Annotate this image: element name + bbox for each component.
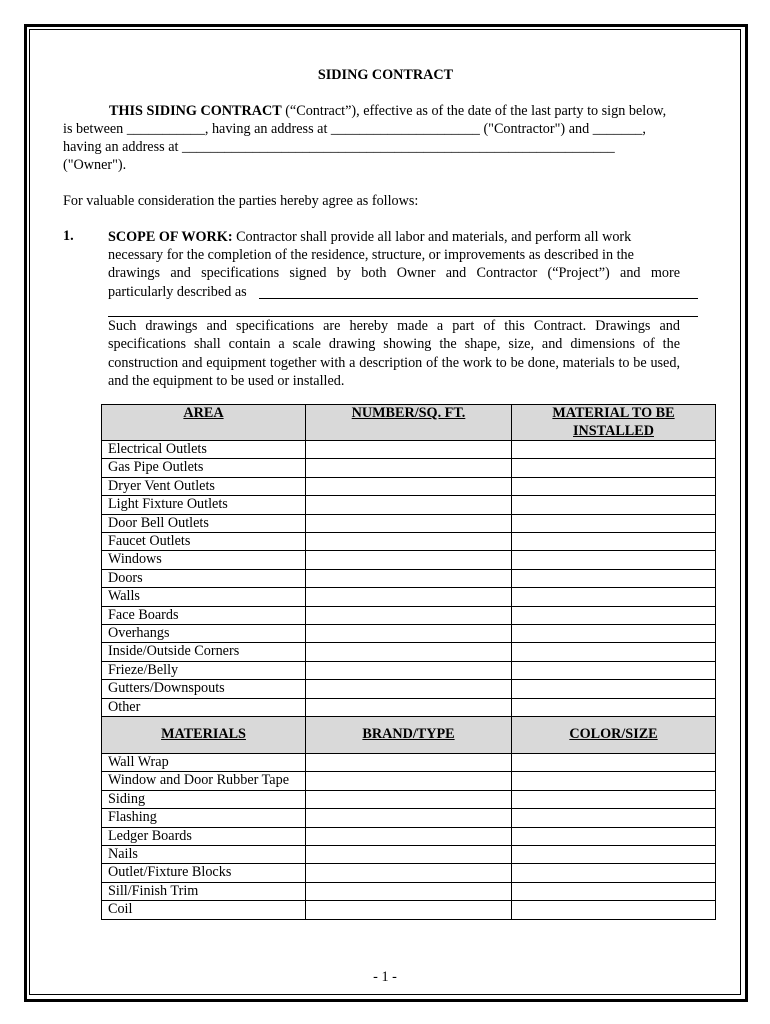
page-number: - 1 - xyxy=(373,969,397,985)
blank-entry-cell[interactable] xyxy=(306,514,512,532)
blank-entry-cell[interactable] xyxy=(306,588,512,606)
area-row-label: Other xyxy=(102,698,306,716)
table-row xyxy=(102,754,716,772)
blank-entry-cell[interactable] xyxy=(306,698,512,716)
table-row xyxy=(102,846,716,864)
blank-entry-cell[interactable] xyxy=(512,569,716,587)
materials-row-label: Flashing xyxy=(102,809,306,827)
area-header-row xyxy=(102,405,716,441)
area-row-label: Dryer Vent Outlets xyxy=(102,477,306,495)
area-row-label: Door Bell Outlets xyxy=(102,514,306,532)
description-blank-line-1[interactable] xyxy=(259,298,698,299)
blank-entry-cell[interactable] xyxy=(306,882,512,900)
table-row xyxy=(102,643,716,661)
blank-entry-cell[interactable] xyxy=(306,606,512,624)
area-row-label: Gas Pipe Outlets xyxy=(102,459,306,477)
blank-entry-cell[interactable] xyxy=(512,827,716,845)
area-row-label: Doors xyxy=(102,569,306,587)
blank-entry-cell[interactable] xyxy=(306,533,512,551)
blank-entry-cell[interactable] xyxy=(512,588,716,606)
blank-entry-cell[interactable] xyxy=(512,551,716,569)
table-row xyxy=(102,477,716,495)
area-row-label: Windows xyxy=(102,551,306,569)
area-row-label: Light Fixture Outlets xyxy=(102,496,306,514)
blank-entry-cell[interactable] xyxy=(306,459,512,477)
materials-row-label: Siding xyxy=(102,790,306,808)
table-row xyxy=(102,588,716,606)
blank-entry-cell[interactable] xyxy=(512,661,716,679)
blank-entry-cell[interactable] xyxy=(512,698,716,716)
blank-entry-cell[interactable] xyxy=(512,533,716,551)
blank-entry-cell[interactable] xyxy=(512,680,716,698)
blank-entry-cell[interactable] xyxy=(306,680,512,698)
blank-entry-cell[interactable] xyxy=(306,569,512,587)
table-row xyxy=(102,772,716,790)
consideration-text: For valuable consideration the parties hereby agree as follows: xyxy=(63,193,419,209)
table-row xyxy=(102,827,716,845)
materials-row-label: Sill/Finish Trim xyxy=(102,882,306,900)
section1-line-1-text: Contractor shall provide all labor and materials, and perform all work xyxy=(232,229,632,245)
intro-line-2: is between ___________, having an address at _____________________ ("Contractor") and _______, xyxy=(63,121,646,137)
blank-entry-cell[interactable] xyxy=(512,846,716,864)
document-title: SIDING CONTRACT xyxy=(317,67,454,83)
section1-line-1 xyxy=(108,228,680,246)
materials-table xyxy=(101,716,716,920)
blank-entry-cell[interactable] xyxy=(512,790,716,808)
blank-entry-cell[interactable] xyxy=(512,477,716,495)
table-row xyxy=(102,882,716,900)
area-row-label: Gutters/Downspouts xyxy=(102,680,306,698)
blank-entry-cell[interactable] xyxy=(306,477,512,495)
blank-entry-cell[interactable] xyxy=(306,790,512,808)
section1-paragraph-2: Such drawings and specifications are hereby made a part of this Contract. Drawings and specifications shall contain a scale drawing showing the shape, size, and dimensions of the construction and equipment together with a description of the work to be done, materials to be used, and the equipment to be used or installed. xyxy=(108,318,680,390)
area-row-label: Frieze/Belly xyxy=(102,661,306,679)
blank-entry-cell[interactable] xyxy=(306,846,512,864)
materials-header-cell: MATERIALS xyxy=(102,717,306,754)
blank-entry-cell[interactable] xyxy=(306,864,512,882)
materials-header-cell: COLOR/SIZE xyxy=(512,717,716,754)
table-row xyxy=(102,551,716,569)
blank-entry-cell[interactable] xyxy=(512,606,716,624)
materials-header-cell: BRAND/TYPE xyxy=(306,717,512,754)
table-row xyxy=(102,809,716,827)
intro-line-1-text: (“Contract”), effective as of the date of the last party to sign below, xyxy=(281,103,667,119)
blank-entry-cell[interactable] xyxy=(512,643,716,661)
blank-entry-cell[interactable] xyxy=(306,827,512,845)
table-row xyxy=(102,680,716,698)
blank-entry-cell[interactable] xyxy=(512,754,716,772)
table-row xyxy=(102,514,716,532)
table-row xyxy=(102,533,716,551)
area-row-label: Inside/Outside Corners xyxy=(102,643,306,661)
area-header-cell: MATERIAL TO BE INSTALLED xyxy=(512,405,716,441)
blank-entry-cell[interactable] xyxy=(306,441,512,459)
area-row-label: Face Boards xyxy=(102,606,306,624)
area-header-cell: NUMBER/SQ. FT. xyxy=(306,405,512,441)
blank-entry-cell[interactable] xyxy=(512,901,716,919)
intro-bold: THIS SIDING CONTRACT xyxy=(109,103,282,119)
materials-row-label: Nails xyxy=(102,846,306,864)
area-header-cell: AREA xyxy=(102,405,306,441)
materials-row-label: Ledger Boards xyxy=(102,827,306,845)
table-row xyxy=(102,459,716,477)
blank-entry-cell[interactable] xyxy=(512,496,716,514)
blank-entry-cell[interactable] xyxy=(306,901,512,919)
table-row xyxy=(102,790,716,808)
table-row xyxy=(102,698,716,716)
intro-line-3: having an address at _____________________________________________________________ xyxy=(63,139,615,155)
area-row-label: Walls xyxy=(102,588,306,606)
section1-line-4: particularly described as xyxy=(108,284,247,300)
section1-heading: SCOPE OF WORK: xyxy=(108,229,233,245)
area-table xyxy=(101,404,716,717)
table-row xyxy=(102,864,716,882)
table-row xyxy=(102,569,716,587)
blank-entry-cell[interactable] xyxy=(306,661,512,679)
blank-entry-cell[interactable] xyxy=(306,625,512,643)
blank-entry-cell[interactable] xyxy=(512,882,716,900)
materials-header-row xyxy=(102,717,716,754)
blank-entry-cell[interactable] xyxy=(512,514,716,532)
table-row xyxy=(102,625,716,643)
table-row xyxy=(102,606,716,624)
blank-entry-cell[interactable] xyxy=(306,809,512,827)
area-row-label: Electrical Outlets xyxy=(102,441,306,459)
blank-entry-cell[interactable] xyxy=(306,754,512,772)
section1-line-3: drawings and specifications signed by both Owner and Contractor (“Project”) and more xyxy=(108,265,680,281)
blank-entry-cell[interactable] xyxy=(512,864,716,882)
blank-entry-cell[interactable] xyxy=(306,643,512,661)
table-row xyxy=(102,901,716,919)
materials-row-label: Outlet/Fixture Blocks xyxy=(102,864,306,882)
area-row-label: Faucet Outlets xyxy=(102,533,306,551)
intro-line-1 xyxy=(63,102,680,120)
table-row xyxy=(102,661,716,679)
materials-row-label: Coil xyxy=(102,901,306,919)
materials-row-label: Wall Wrap xyxy=(102,754,306,772)
blank-entry-cell[interactable] xyxy=(512,809,716,827)
section-number: 1. xyxy=(63,228,74,244)
blank-entry-cell[interactable] xyxy=(512,772,716,790)
blank-entry-cell[interactable] xyxy=(512,441,716,459)
blank-entry-cell[interactable] xyxy=(306,551,512,569)
blank-entry-cell[interactable] xyxy=(306,772,512,790)
materials-row-label: Window and Door Rubber Tape xyxy=(102,772,306,790)
table-row xyxy=(102,496,716,514)
table-row xyxy=(102,441,716,459)
area-row-label: Overhangs xyxy=(102,625,306,643)
intro-line-4: ("Owner"). xyxy=(63,157,127,173)
blank-entry-cell[interactable] xyxy=(306,496,512,514)
blank-entry-cell[interactable] xyxy=(512,459,716,477)
blank-entry-cell[interactable] xyxy=(512,625,716,643)
section1-line-2: necessary for the completion of the residence, structure, or improvements as described in the xyxy=(108,247,634,263)
